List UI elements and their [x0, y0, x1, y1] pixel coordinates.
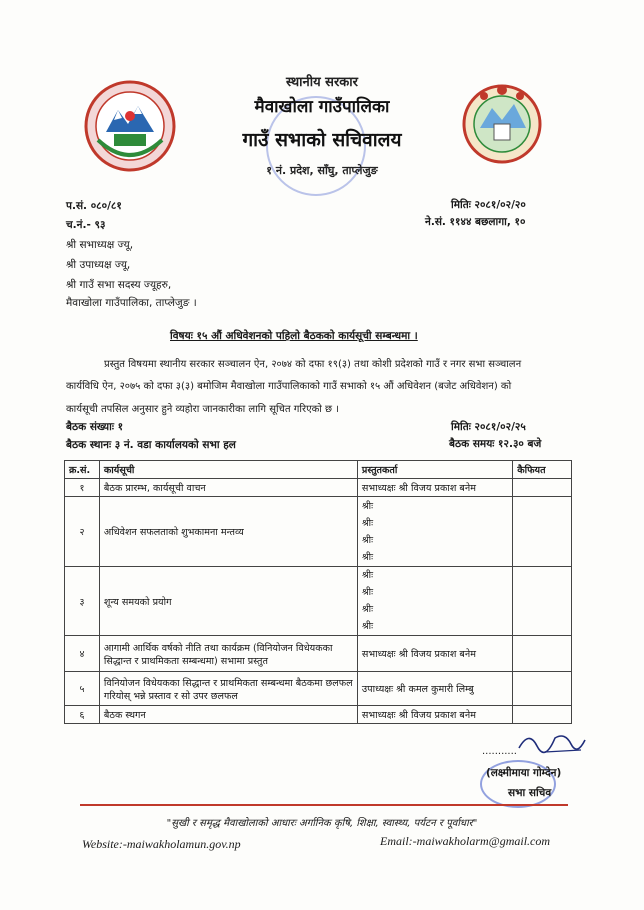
row-remarks — [513, 636, 572, 672]
header-local-government: स्थानीय सरकार — [286, 75, 358, 90]
footer-email: Email:-maiwakholarm@gmail.com — [380, 834, 551, 848]
row-agenda-item: आगामी आर्थिक वर्षको नीति तथा कार्यक्रम (विनियोजन विधेयकका सिद्धान्त र प्राथमिकता सम्बन्धमा) सभामा प्रस्तुत — [99, 636, 357, 672]
signatory-name: (लक्ष्मीमाया गोम्देन) — [486, 767, 562, 779]
presenter-slot: श्रीः — [361, 517, 374, 529]
presenter-slot: श्रीः — [361, 551, 374, 563]
row-sn: ४ — [65, 636, 100, 672]
letter-date: मितिः २०८१/०२/२० — [451, 199, 526, 211]
row-remarks — [513, 497, 572, 567]
row-remarks — [513, 479, 572, 497]
row-sn: ३ — [65, 567, 100, 636]
agenda-table — [64, 460, 572, 724]
footer-motto: "सुखी र समृद्ध मैवाखोलाको आधारः अर्गानिक कृषि, शिक्षा, स्वास्थ्य, पर्यटन र पूर्वाधार" — [166, 818, 478, 829]
row-presenter: सभाध्यक्षः श्री विजय प्रकाश बनेम — [357, 479, 512, 497]
meeting-number: बैठक संख्याः १ — [66, 421, 124, 433]
row-sn: ५ — [65, 672, 100, 706]
row-presenter — [357, 497, 512, 567]
body-text-line: प्रस्तुत विषयमा स्थानीय सरकार सञ्चालन ऐन, २०७४ को दफा १९(३) तथा कोशी प्रदेशको गाउँ र नगर सभा सञ्चालन — [104, 359, 522, 370]
row-presenter: सभाध्यक्षः श्री विजय प्रकाश बनेम — [357, 636, 512, 672]
table-row — [65, 567, 572, 636]
meeting-time: बैठक समयः १२.३० बजे — [449, 438, 542, 450]
row-remarks — [513, 706, 572, 724]
presenter-slot: श्रीः — [361, 500, 374, 512]
signatory-title: सभा सचिव — [508, 787, 552, 799]
row-sn: २ — [65, 497, 100, 567]
presenter-slot: श्रीः — [361, 604, 374, 615]
presenter-slot: श्रीः — [361, 621, 374, 632]
row-presenter — [357, 567, 512, 636]
body-text-line: कार्यविधि ऐन, २०७५ को दफा ३(३) बमोजिम मैवाखोला गाउँपालिकाको गाउँ सभाको १५ औं अधिवेशन (बजेट अधिवेशन) को — [66, 381, 512, 392]
column-header-agenda: कार्यसूची — [99, 461, 357, 479]
header-address: १ नं. प्रदेश, साँघु, ताप्लेजुङ — [266, 164, 378, 177]
row-agenda-item: विनियोजन विधेयकका सिद्धान्त र प्राथमिकता सम्बन्धमा बैठकमा छलफल गरियोस् भन्ने प्रस्ताव र सो उपर छलफल — [99, 672, 357, 706]
row-agenda-item: बैठक प्रारम्भ, कार्यसूची वाचन — [99, 479, 357, 497]
nepal-sambat-date: ने.सं. ११४४ बछलागा, १० — [425, 216, 526, 228]
presenter-slot: श्रीः — [361, 587, 374, 598]
presenter-slot: श्रीः — [361, 534, 374, 546]
row-sn: १ — [65, 479, 100, 497]
table-row — [65, 636, 572, 672]
table-header-row — [65, 461, 572, 479]
dispatch-number: च.नं.- ९३ — [66, 219, 106, 231]
subject-line: विषयः १५ औं अधिवेशनको पहिलो बैठकको कार्यसूची सम्बन्धमा । — [170, 330, 418, 342]
signature-mark — [515, 728, 587, 756]
letter-number: प.सं. ०८०/८१ — [66, 200, 122, 212]
row-remarks — [513, 567, 572, 636]
row-sn: ६ — [65, 706, 100, 724]
body-text-line: कार्यसूची तपसिल अनुसार हुने व्यहोरा जानकारीका लागि सूचित गरिएको छ । — [66, 404, 340, 415]
row-agenda-item: अधिवेशन सफलताको शुभकामना मन्तव्य — [99, 497, 357, 567]
signature-dots: ........... — [482, 746, 517, 757]
column-header-presenter: प्रस्तुतकर्ता — [357, 461, 512, 479]
row-agenda-item: बैठक स्थगन — [99, 706, 357, 724]
table-row — [65, 479, 572, 497]
recipient-line: श्री सभाध्यक्ष ज्यू, — [66, 239, 134, 251]
meeting-place: बैठक स्थानः ३ नं. वडा कार्यालयको सभा हल — [66, 439, 236, 451]
recipient-line: मैवाखोला गाउँपालिका, ताप्लेजुङ । — [66, 297, 197, 309]
header-secretariat: गाउँ सभाको सचिवालय — [242, 129, 402, 151]
table-row — [65, 672, 572, 706]
recipient-line: श्री उपाध्यक्ष ज्यू, — [66, 259, 131, 271]
footer-divider — [80, 804, 568, 806]
recipient-line: श्री गाउँ सभा सदस्य ज्यूहरु, — [66, 279, 172, 291]
header-municipality-name: मैवाखोला गाउँपालिका — [254, 97, 390, 117]
column-header-sn: क्र.सं. — [65, 461, 100, 479]
row-remarks — [513, 672, 572, 706]
row-agenda-item: शून्य समयको प्रयोग — [99, 567, 357, 636]
column-header-remarks: कैफियत — [513, 461, 572, 479]
footer-website: Website:-maiwakholamun.gov.np — [82, 837, 241, 851]
presenter-slot: श्रीः — [361, 570, 374, 581]
row-presenter: उपाध्यक्षः श्री कमल कुमारी लिम्बु — [357, 672, 512, 706]
table-row — [65, 706, 572, 724]
meeting-date: मितिः २०८१/०२/२५ — [451, 421, 526, 433]
table-row — [65, 497, 572, 567]
row-presenter: सभाध्यक्षः श्री विजय प्रकाश बनेम — [357, 706, 512, 724]
